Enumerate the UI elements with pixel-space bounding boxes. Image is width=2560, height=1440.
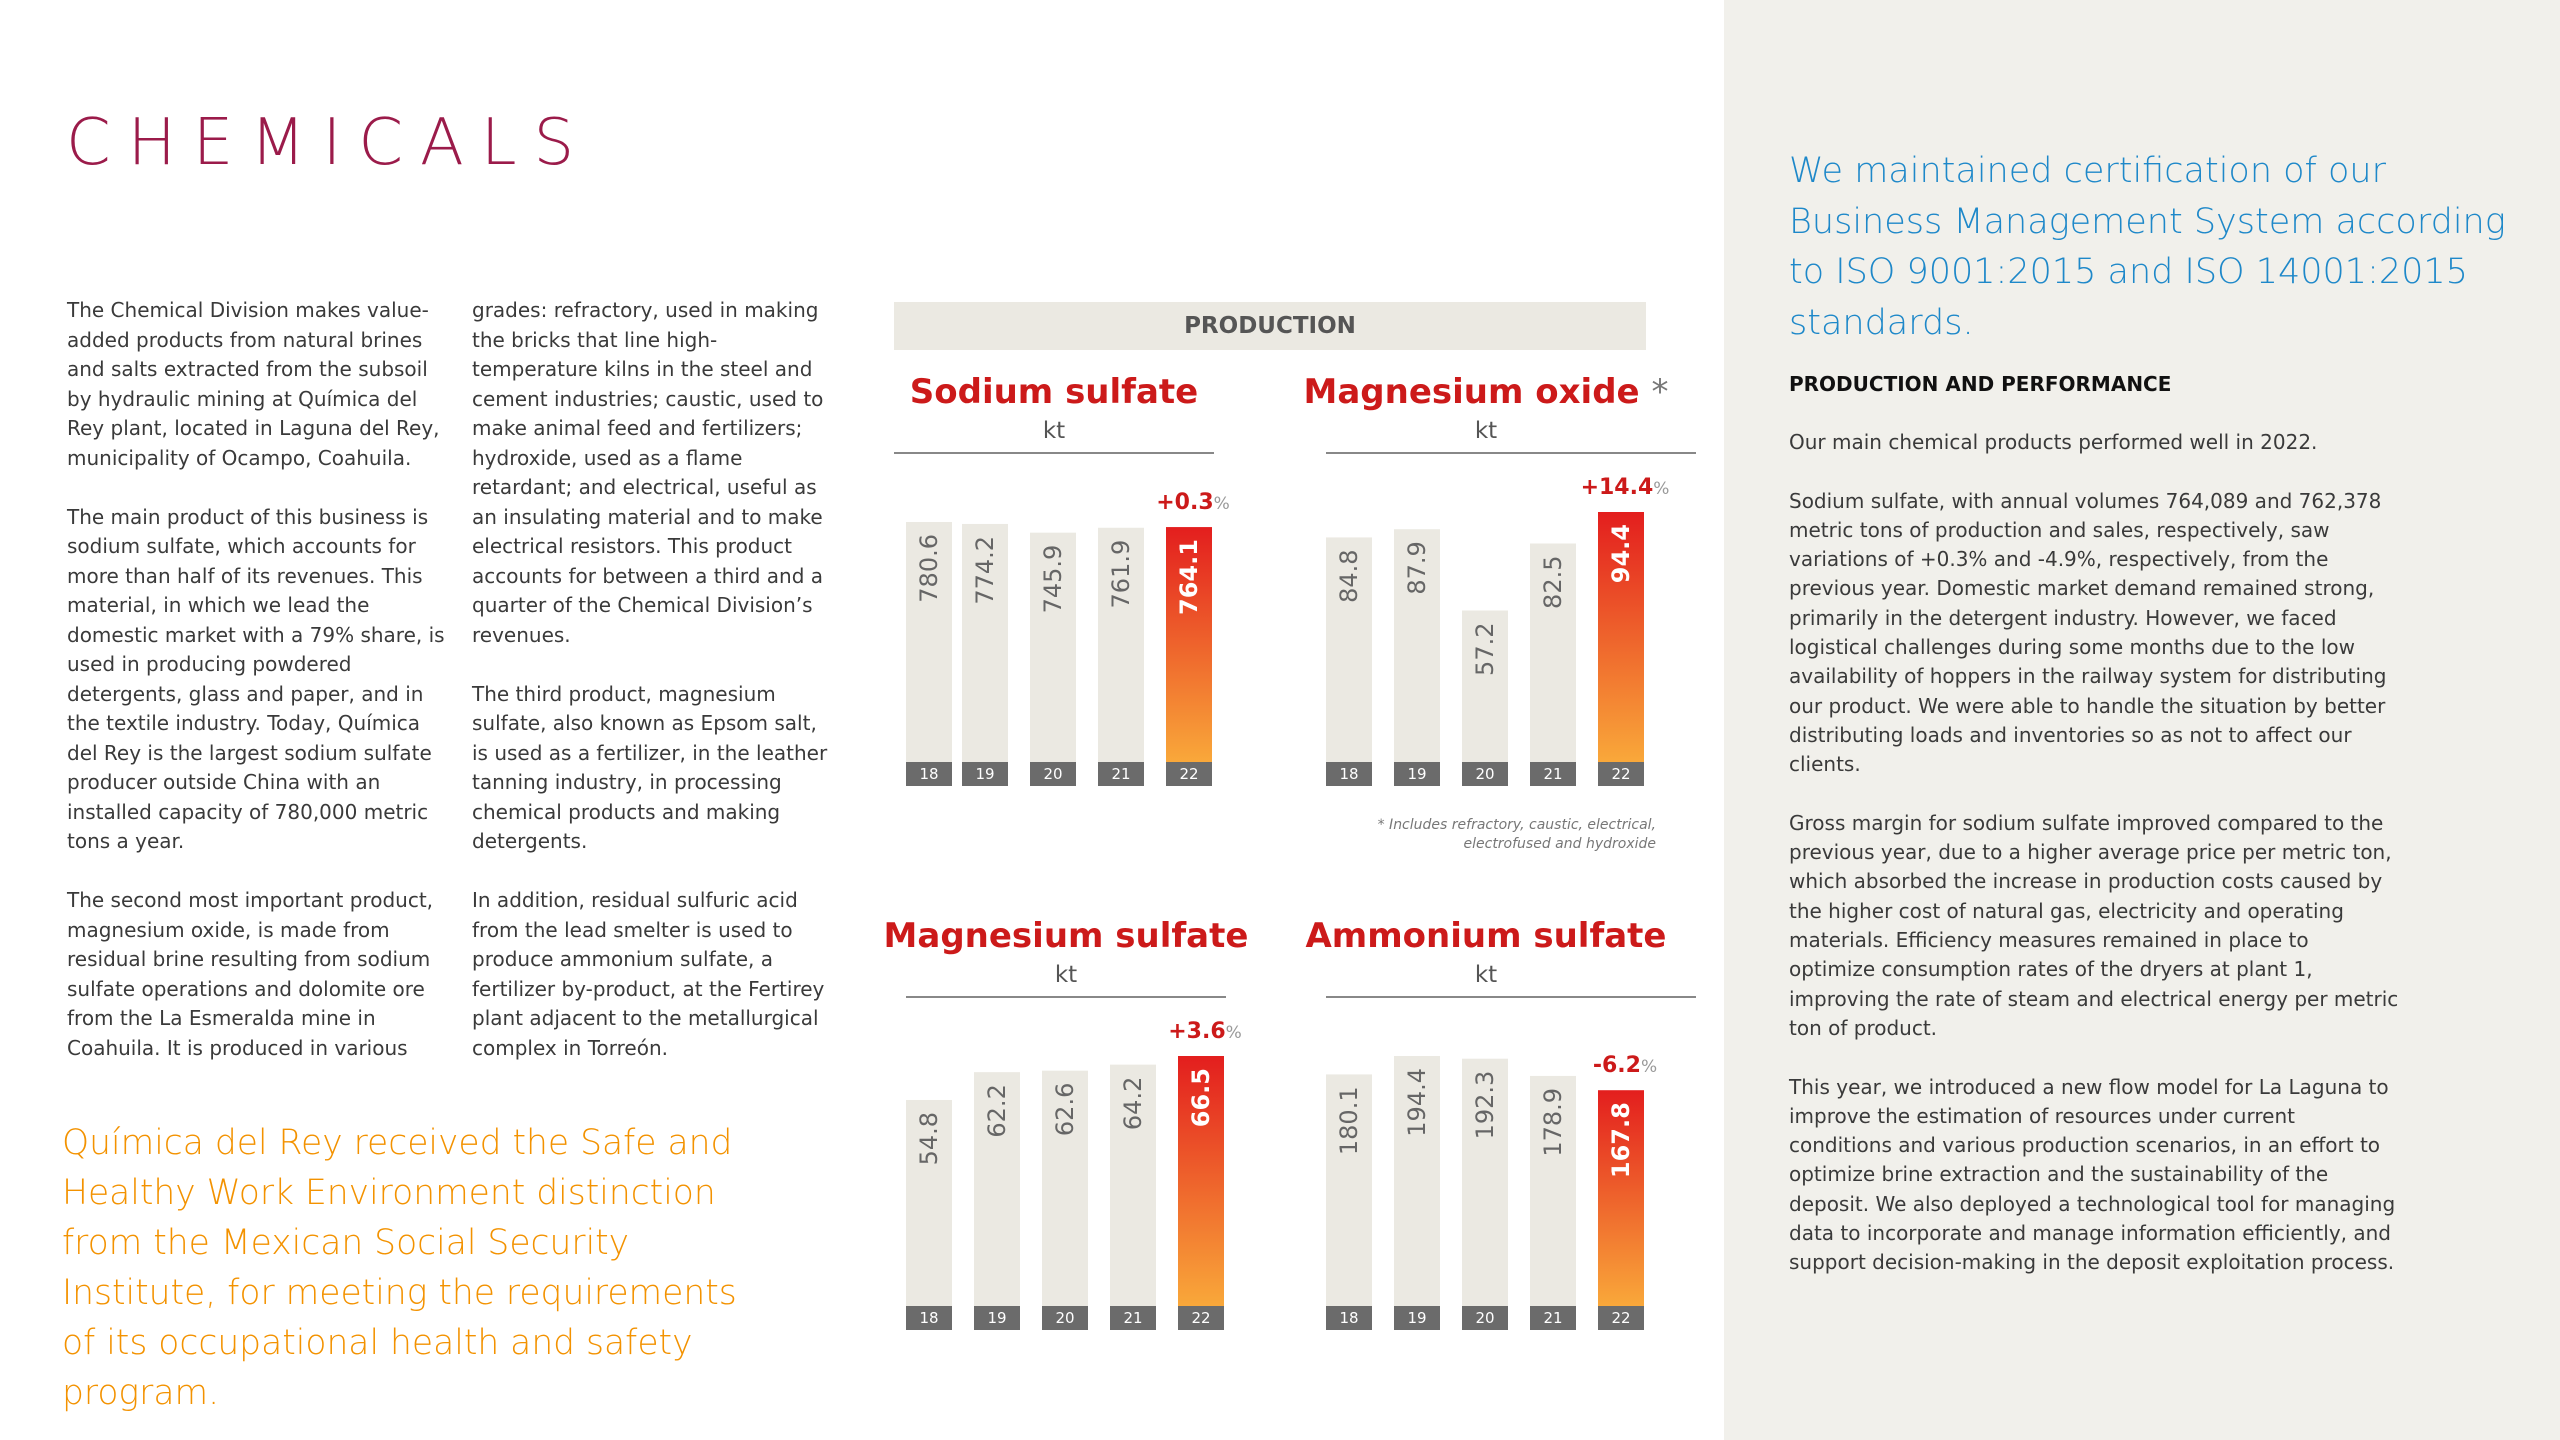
value-label: 84.8 [1335,549,1363,603]
value-label: 764.1 [1175,539,1203,615]
performance-paragraph: Our main chemical products performed well in 2022. [1789,430,2318,454]
value-label: 62.6 [1051,1082,1079,1137]
value-label: 745.9 [1039,544,1067,614]
year-label: 18 [1339,765,1359,783]
year-label: 18 [1339,1309,1359,1327]
value-label: 54.8 [915,1111,943,1166]
value-label: 87.9 [1403,541,1431,595]
chart-title: Sodium sulfate [909,372,1199,412]
chart-footnote: * Includes refractory, caustic, electrical, electrofused and hydroxide [1377,817,1656,852]
chart-title: Magnesium sulfate [883,916,1249,956]
value-label: 64.2 [1119,1076,1147,1131]
performance-paragraph: Gross margin for sodium sulfate improved compared to the previous year, due to a higher average price per metric ton, which absorbed the increase in production costs caused by the higher cost of natural gas, electricity and operating materials. Efficiency measures remained in place to optimize consumption rates of the dryers at plant 1, improving the rate of steam and electrical energy per metric ton of product. [1789,810,2399,1040]
intro-middle-column [472,296,832,1093]
value-label: 178.9 [1539,1087,1567,1157]
year-label: 19 [975,765,995,783]
section-heading: PRODUCTION AND PERFORMANCE [1789,372,2172,396]
chart-rule [894,452,1214,454]
intro-paragraph: The second most important product, magnesium oxide, is made from residual brine resulting from sodium sulfate operations and dolomite ore from the La Esmeralda mine in Coahuila. It is produced in various [67,888,434,1060]
chart-unit: kt [1474,418,1498,444]
value-label: 780.6 [915,534,943,603]
change-label: -6.2% [1592,1053,1658,1079]
page-title: CHEMICALS [66,106,592,180]
year-label: 21 [1123,1309,1143,1327]
year-label: 19 [1407,765,1427,783]
chart-sodium-sulfate [844,372,1264,812]
value-label: 194.4 [1403,1068,1431,1137]
chart-magnesium-oxide [1276,372,1696,812]
year-label: 18 [919,1309,939,1327]
performance-paragraph: Sodium sulfate, with annual volumes 764,089 and 762,378 metric tons of production and sales, respectively, saw variations of +0.3% and -4.9%, respectively, from the previous year. Domestic market demand remained strong, primarily in the detergent industry. However, we faced logistical challenges during some months due to the low availability of hoppers in the railway system for distributing our product. We were able to handle the situation by better distributing loads and inventories so as not to affect our clients. [1789,488,2387,777]
year-label: 20 [1475,1309,1495,1327]
chart-title: Magnesium oxide * [1303,372,1669,412]
value-label: 62.2 [983,1084,1011,1138]
intro-paragraph: The Chemical Division makes value-added products from natural brines and salts extracted from the subsoil by hydraulic mining at Química del Rey plant, located in Laguna del Rey, municipality of Ocampo, Coahuila. [67,298,440,470]
chart-title: Ammonium sulfate [1305,916,1667,956]
year-label: 22 [1191,1309,1211,1327]
year-label: 22 [1611,1309,1631,1327]
intro-paragraph: grades: refractory, used in making the bricks that line high-temperature kilns in the steel and cement industries; caustic, used to make animal feed and fertilizers; hydroxide, used as a flame retardant; and electrical, useful as an insulating material and to make electrical resistors. This product accounts for between a third and a quarter of the Chemical Division’s revenues. [472,298,824,647]
value-label: 66.5 [1187,1068,1215,1128]
intro-left-column [67,296,449,1093]
change-label: +0.3% [1156,490,1230,516]
safety-award-quote: Química del Rey received the Safe and Healthy Work Environment distinction from the Mexican Social Security Institute, for meeting the requirements of its occupational health and safety program. [62,1123,737,1413]
value-label: 82.5 [1539,555,1567,609]
value-label: 192.3 [1471,1070,1499,1140]
year-label: 20 [1055,1309,1075,1327]
value-label: 57.2 [1471,622,1499,676]
year-label: 21 [1543,765,1563,783]
value-label: 761.9 [1107,539,1135,609]
year-label: 19 [1407,1309,1427,1327]
year-label: 21 [1543,1309,1563,1327]
chart-unit: kt [1042,418,1066,444]
chart-magnesium-sulfate [856,916,1276,1356]
chart-rule [1326,996,1696,998]
certification-quote: We maintained certification of our Business Management System according to ISO 9001:2015 and ISO 14001:2015 standards. [1789,151,2506,343]
year-label: 19 [987,1309,1007,1327]
year-label: 21 [1111,765,1131,783]
chart-ammonium-sulfate [1276,916,1696,1356]
performance-text [1789,428,2401,1307]
intro-paragraph: The third product, magnesium sulfate, also known as Epsom salt, is used as a fertilizer, in the leather tanning industry, in processing chemical products and making detergents. [472,681,828,853]
chart-unit: kt [1474,962,1498,988]
chart-unit: kt [1054,962,1078,988]
intro-paragraph: In addition, residual sulfuric acid from the lead smelter is used to produce ammonium sulfate, a fertilizer by-product, at the Fertirey plant adjacent to the metallurgical complex in Torreón. [472,888,825,1060]
chart-rule [1326,452,1696,454]
year-label: 18 [919,765,939,783]
year-label: 20 [1475,765,1495,783]
production-header: PRODUCTION [894,302,1646,350]
year-label: 20 [1043,765,1063,783]
value-label: 167.8 [1607,1102,1635,1179]
year-label: 22 [1179,765,1199,783]
change-label: +14.4% [1580,475,1670,500]
intro-paragraph: The main product of this business is sodium sulfate, which accounts for more than half of its revenues. This material, in which we lead the domestic market with a 79% share, is used in producing powdered detergents, glass and paper, and in the textile industry. Today, Química del Rey is the largest sodium sulfate producer outside China with an installed capacity of 780,000 metric tons a year. [67,504,445,853]
value-label: 94.4 [1607,524,1635,584]
change-label: +3.6% [1168,1019,1242,1044]
year-label: 22 [1611,765,1631,783]
chart-rule [906,996,1226,998]
value-label: 180.1 [1335,1086,1363,1156]
value-label: 774.2 [971,535,999,605]
performance-paragraph: This year, we introduced a new flow model for La Laguna to improve the estimation of resources under current conditions and various production scenarios, in an effort to optimize brine extraction and the sustainability of the deposit. We also deployed a technological tool for managing data to incorporate and manage information efficiently, and support decision-making in the deposit exploitation process. [1789,1074,2396,1275]
